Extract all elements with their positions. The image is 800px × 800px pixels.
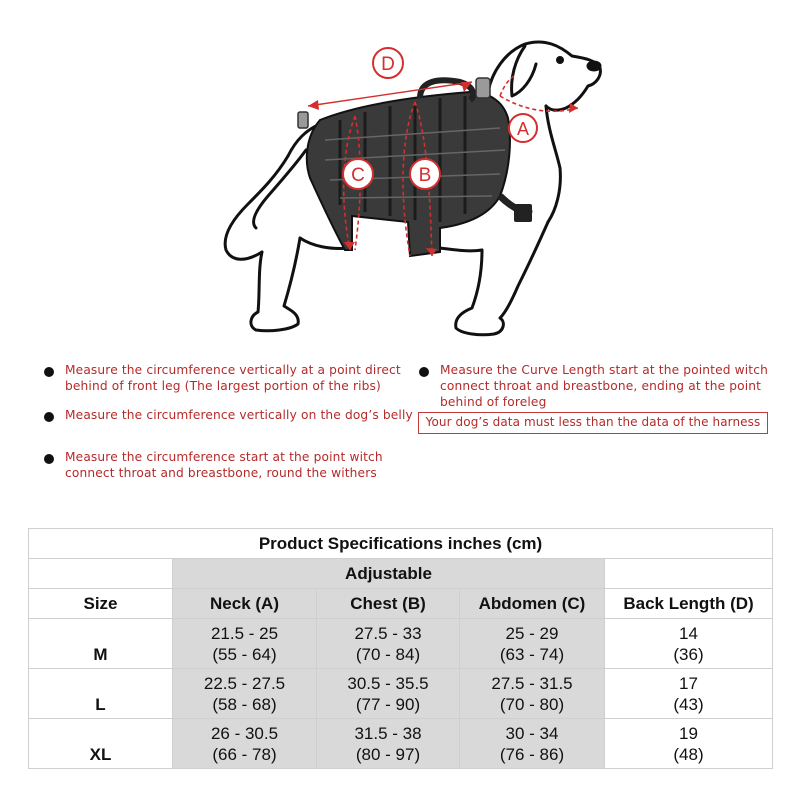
header-chest: Chest (B)	[317, 589, 460, 619]
abdomen-inches: 30 - 34	[505, 723, 559, 743]
chest-inches: 27.5 - 33	[354, 623, 422, 643]
neck-inches: 26 - 30.5	[210, 723, 279, 743]
chest-cm: (80 - 97)	[355, 744, 421, 764]
marker-c	[343, 159, 373, 189]
header-abdomen: Abdomen (C)	[460, 589, 605, 619]
marker-b-label: B	[418, 165, 432, 186]
back-inches: 19	[679, 723, 698, 743]
neck-cell	[173, 619, 317, 669]
neck-cm: (58 - 68)	[212, 694, 277, 714]
abdomen-inches: 25 - 29	[505, 623, 559, 643]
table-row	[29, 619, 773, 669]
table-row	[29, 719, 773, 769]
table-title: Product Specifications inches (cm)	[29, 529, 773, 559]
marker-a	[509, 114, 537, 142]
chest-inches: 31.5 - 38	[354, 723, 422, 743]
marker-c-label: C	[351, 165, 365, 186]
spec-table	[28, 528, 773, 769]
dog-harness-diagram	[200, 30, 620, 350]
table-title-row	[29, 529, 773, 559]
abdomen-cm: (76 - 86)	[499, 744, 565, 764]
marker-d	[373, 48, 403, 78]
abdomen-cell	[460, 719, 605, 769]
bullet-dot	[419, 367, 429, 377]
back-cm: (43)	[673, 694, 704, 714]
marker-d-label: D	[381, 54, 395, 75]
instruction-neck-text: Measure the circumference start at the point witch connect throat and breastbone, round the withers	[65, 450, 383, 480]
back-cell	[605, 619, 773, 669]
chest-cell	[317, 719, 460, 769]
blank-cell	[605, 559, 773, 589]
neck-cm: (55 - 64)	[212, 644, 277, 664]
bullet-dot	[44, 412, 54, 422]
size-cell: M	[29, 619, 173, 669]
adjustable-header: Adjustable	[173, 559, 605, 589]
back-cell	[605, 669, 773, 719]
table-header-row	[29, 589, 773, 619]
abdomen-inches: 27.5 - 31.5	[491, 673, 573, 693]
bullet-dot	[44, 367, 54, 377]
neck-inches: 22.5 - 27.5	[203, 673, 286, 693]
chest-inches: 30.5 - 35.5	[347, 673, 429, 693]
table-row	[29, 669, 773, 719]
table-group-row	[29, 559, 773, 589]
neck-cell	[173, 719, 317, 769]
header-size: Size	[29, 589, 173, 619]
size-cell: XL	[29, 719, 173, 769]
instruction-abdomen-text: Measure the circumference vertically on the dog’s belly	[65, 408, 413, 422]
abdomen-cell	[460, 619, 605, 669]
bullet-dot	[44, 454, 54, 464]
chest-cm: (70 - 84)	[355, 644, 421, 664]
neck-cell	[173, 669, 317, 719]
instruction-chest	[44, 362, 424, 394]
neck-cm: (66 - 78)	[212, 744, 277, 764]
instruction-chest-text: Measure the circumference vertically at a point direct behind of front leg (The largest portion of the ribs)	[65, 363, 401, 393]
instruction-back	[419, 362, 779, 410]
marker-a-label: A	[516, 119, 530, 139]
instruction-abdomen	[44, 407, 424, 423]
chest-cm: (77 - 90)	[355, 694, 421, 714]
header-back-length: Back Length (D)	[605, 589, 773, 619]
marker-b	[410, 159, 440, 189]
size-cell: L	[29, 669, 173, 719]
chest-cell	[317, 619, 460, 669]
abdomen-cm: (63 - 74)	[499, 644, 565, 664]
abdomen-cell	[460, 669, 605, 719]
back-cell	[605, 719, 773, 769]
back-cm: (48)	[673, 744, 704, 764]
chest-cell	[317, 669, 460, 719]
neck-inches: 21.5 - 25	[210, 623, 279, 643]
back-inches: 14	[679, 623, 698, 643]
warning-box: Your dog’s data must less than the data of the harness	[418, 412, 768, 434]
abdomen-cm: (70 - 80)	[499, 694, 565, 714]
back-cm: (36)	[673, 644, 704, 664]
instruction-neck	[44, 449, 424, 481]
blank-cell	[29, 559, 173, 589]
header-neck: Neck (A)	[173, 589, 317, 619]
back-inches: 17	[679, 673, 698, 693]
instruction-back-text: Measure the Curve Length start at the pointed witch connect throat and breastbone, ending at the point behind of foreleg	[440, 363, 768, 409]
